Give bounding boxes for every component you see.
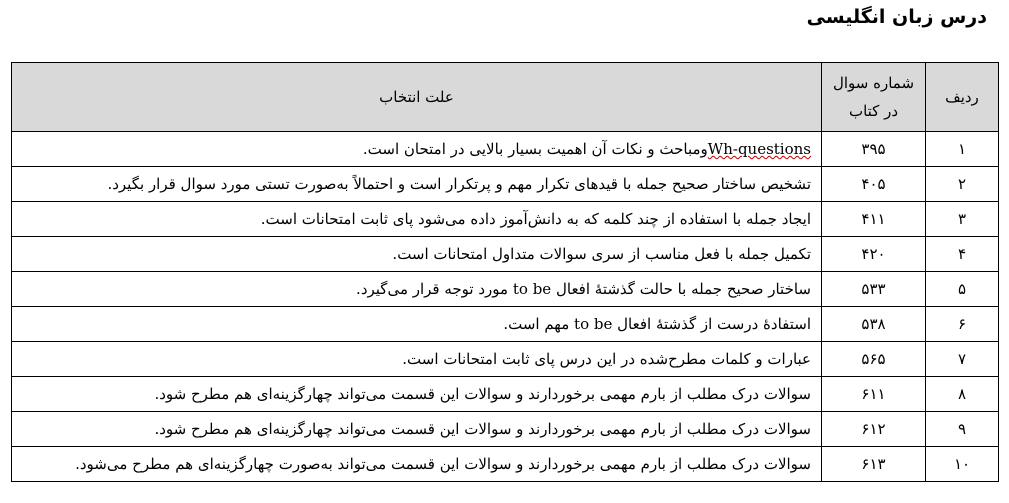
question-number: ۶۱۲ [822,412,926,447]
reason-english-term: to be [512,280,552,298]
row-number: ۱۰ [926,447,999,482]
row-number: ۷ [926,342,999,377]
reason-text: عبارات و کلمات مطرح‌شده در این درس پای ثابت امتحانات است. [402,350,811,368]
question-number: ۵۳۳ [822,272,926,307]
question-number: ۵۳۸ [822,307,926,342]
selection-table [11,62,999,482]
row-number: ۳ [926,202,999,237]
question-number: ۵۶۵ [822,342,926,377]
table-row [12,377,999,412]
document-title: درس زبان انگلیسی [806,6,987,28]
header-reason: علت انتخاب [12,63,822,132]
row-number: ۹ [926,412,999,447]
row-number: ۵ [926,272,999,307]
reason-cell [12,447,822,482]
question-number: ۶۱۱ [822,377,926,412]
reason-cell [12,132,822,167]
reason-text-after: مهم است. [503,315,570,333]
reason-text-before: ساختار صحیح جمله با حالت گذشتهٔ افعال [555,280,811,298]
table-row [12,412,999,447]
table-header-row [12,63,999,132]
row-number: ۶ [926,307,999,342]
question-number: ۳۹۵ [822,132,926,167]
reason-cell [12,167,822,202]
reason-text: تشخیص ساختار صحیح جمله با قیدهای تکرار مهم و پرتکرار است و احتمالاً به‌صورت تستی مورد سوال قرار بگیرد. [107,175,811,193]
reason-text-after: مورد توجه قرار می‌گیرد. [356,280,509,298]
question-number: ۴۰۵ [822,167,926,202]
reason-text-before: استفادهٔ درست از گذشتهٔ افعال [617,315,811,333]
table-row [12,167,999,202]
reason-english-term: to be [574,315,613,333]
reason-text: ومباحث و نکات آن اهمیت بسیار بالایی در امتحان است. [362,140,708,158]
reason-text: سوالات درک مطلب از بارم مهمی برخوردارند و سوالات این قسمت می‌تواند به‌صورت چهارگزینه‌ای هم مطرح می‌شود. [75,455,811,473]
table-row [12,272,999,307]
reason-cell [12,202,822,237]
header-question-line1: شماره سوال [832,74,915,92]
reason-cell [12,272,822,307]
table-row [12,447,999,482]
row-number: ۸ [926,377,999,412]
reason-cell [12,412,822,447]
row-number: ۴ [926,237,999,272]
reason-text: تکمیل جمله با فعل مناسب از سری سوالات متداول امتحانات است. [392,245,811,263]
row-number: ۲ [926,167,999,202]
table-row [12,202,999,237]
header-row-number: ردیف [926,63,999,132]
question-number: ۴۲۰ [822,237,926,272]
question-number: ۴۱۱ [822,202,926,237]
reason-text: سوالات درک مطلب از بارم مهمی برخوردارند و سوالات این قسمت می‌تواند چهارگزینه‌ای هم مطرح شود. [154,420,811,438]
reason-cell [12,237,822,272]
reason-text: سوالات درک مطلب از بارم مهمی برخوردارند و سوالات این قسمت می‌تواند چهارگزینه‌ای هم مطرح شود. [154,385,811,403]
table-row [12,132,999,167]
header-question-number [822,63,926,132]
table-row [12,342,999,377]
row-number: ۱ [926,132,999,167]
reason-cell [12,342,822,377]
table-row [12,307,999,342]
reason-cell [12,377,822,412]
reason-text: ایجاد جمله با استفاده از چند کلمه که به دانش‌آموز داده می‌شود پای ثابت امتحانات است. [260,210,811,228]
table-row [12,237,999,272]
reason-english-term: Wh-questions [707,140,811,158]
question-number: ۶۱۳ [822,447,926,482]
header-question-line2: در کتاب [848,102,899,120]
reason-cell [12,307,822,342]
